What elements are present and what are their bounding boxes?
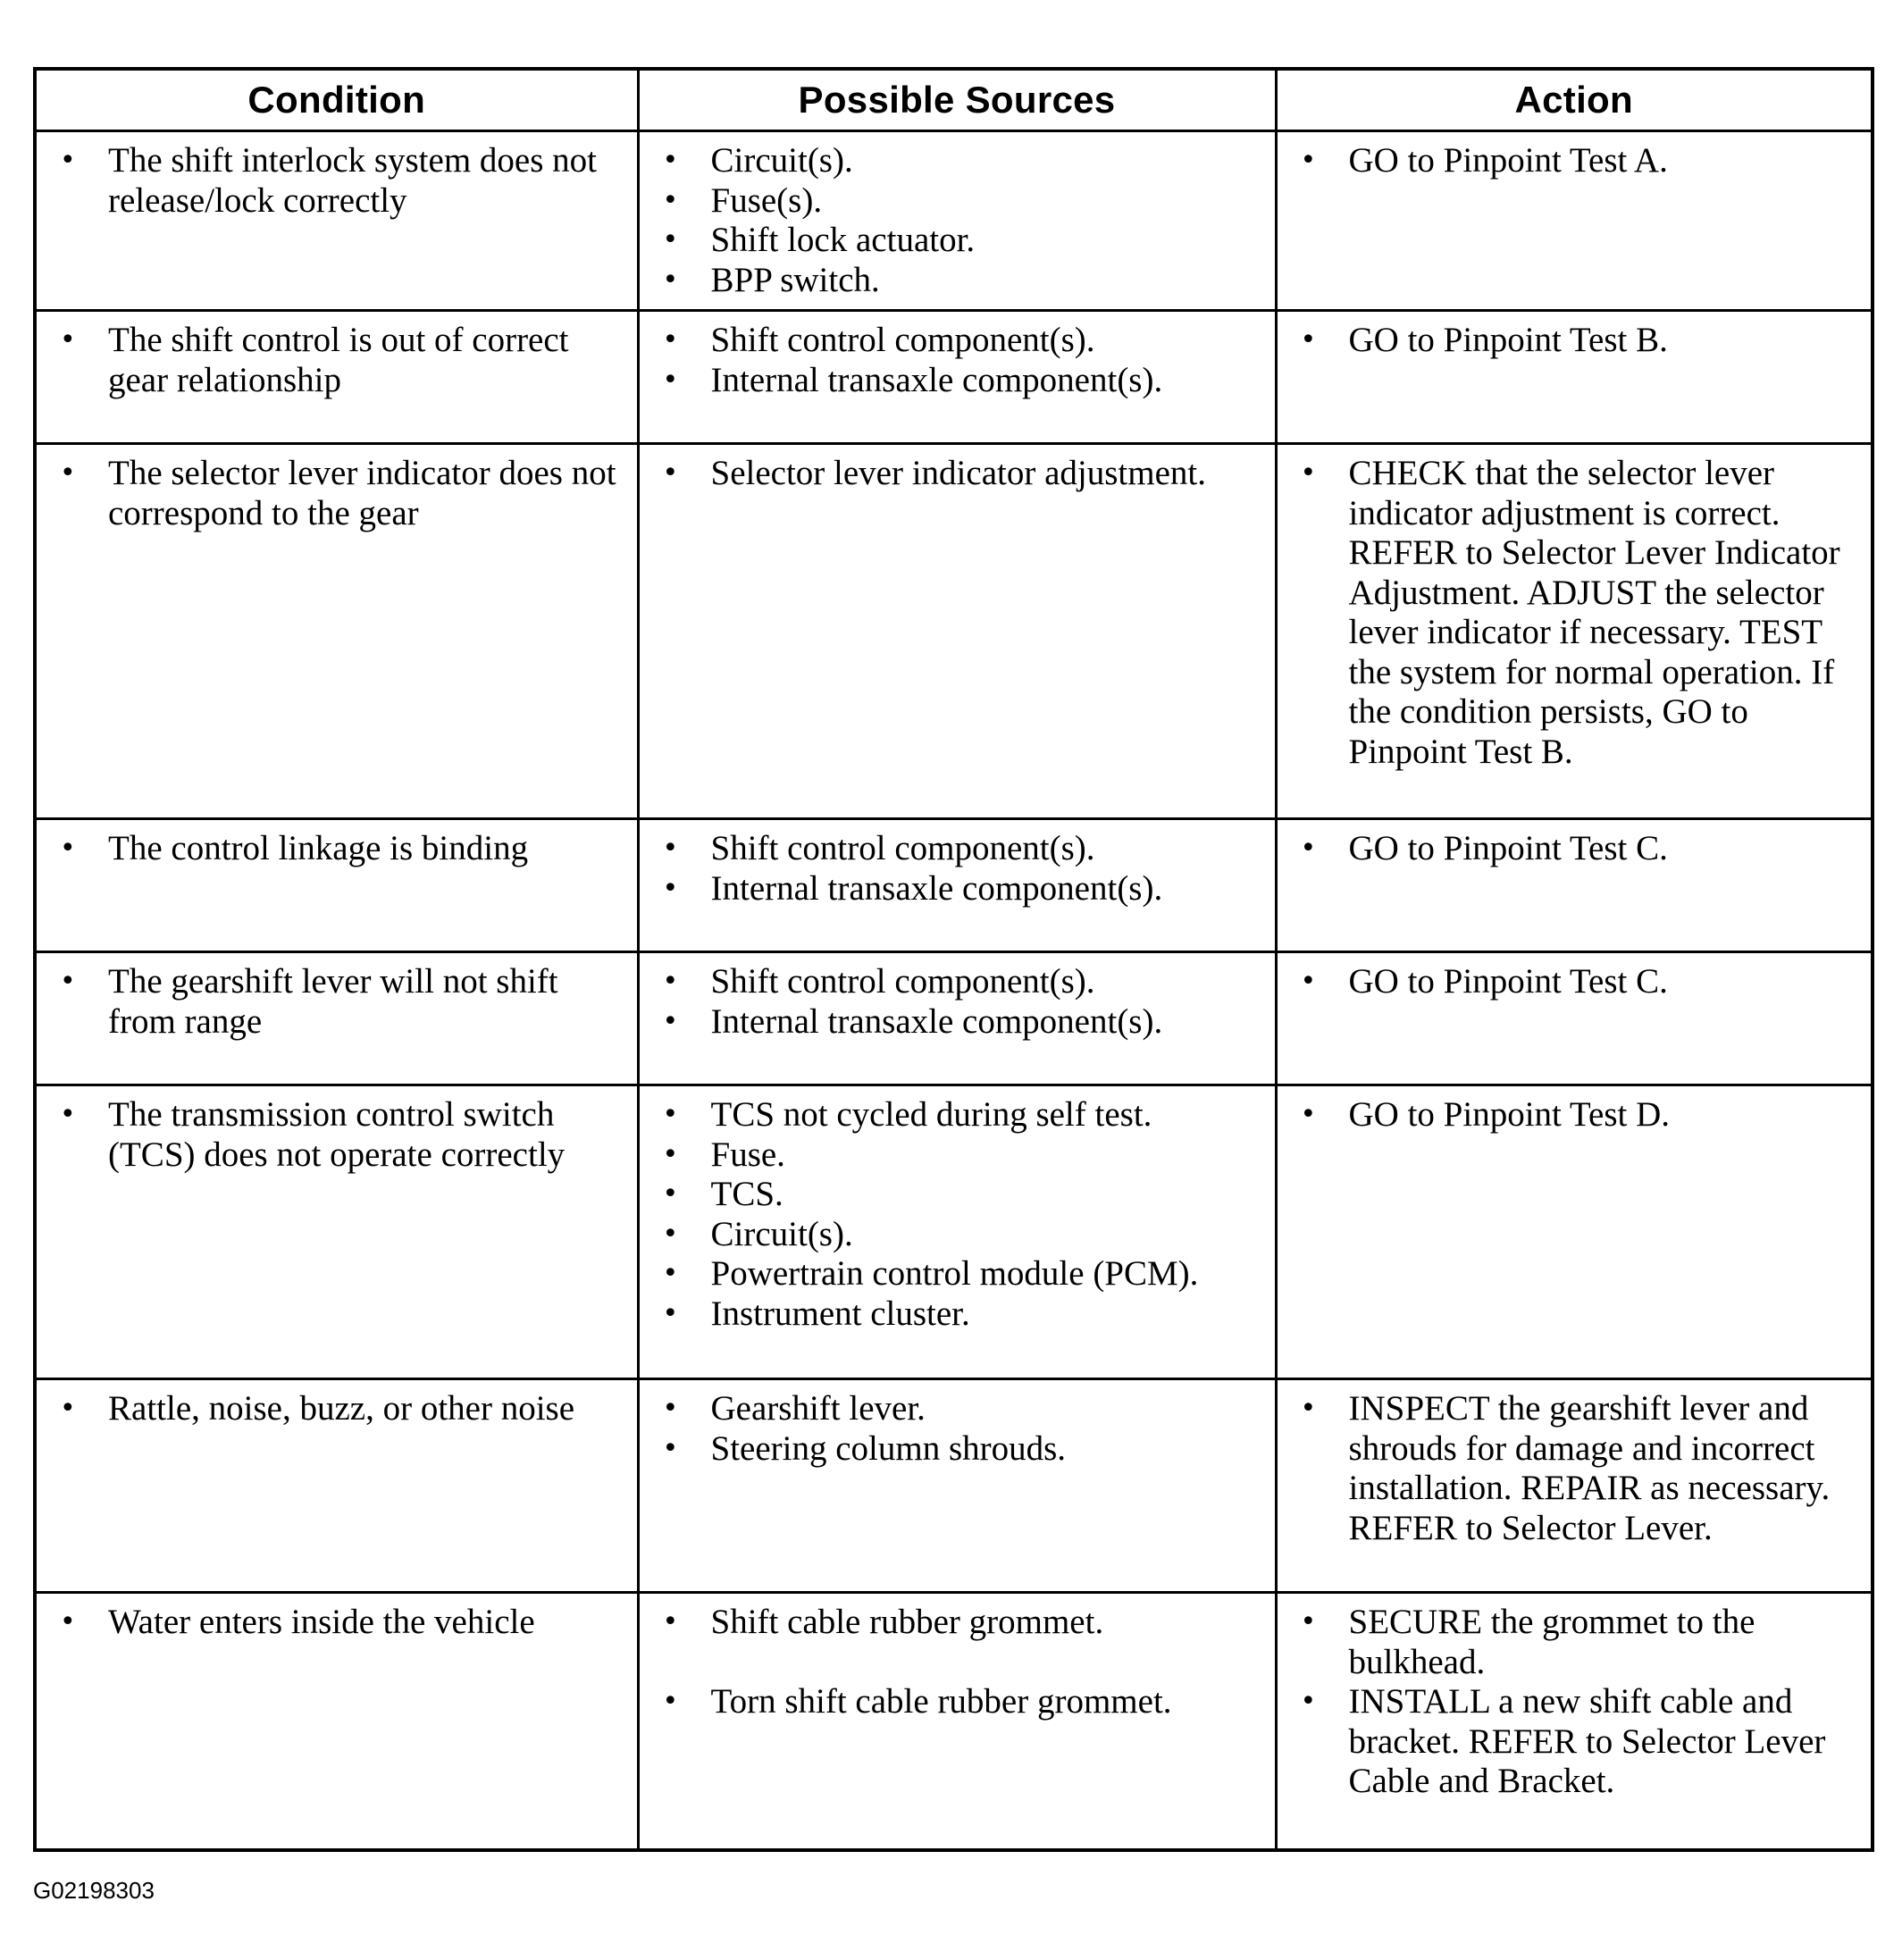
action-cell xyxy=(1276,131,1873,311)
bullet-icon: • xyxy=(60,324,76,356)
bullet-icon: • xyxy=(1300,1606,1317,1638)
action-cell xyxy=(1276,444,1873,819)
bullet-icon: • xyxy=(60,966,76,997)
item-text: The shift control is out of correct gear relationship xyxy=(108,321,569,399)
bullet-icon: • xyxy=(662,1138,679,1170)
bullet-icon: • xyxy=(662,1393,679,1424)
table-row xyxy=(35,444,1873,819)
table-row xyxy=(35,131,1873,311)
sources-cell xyxy=(638,952,1276,1085)
table-row xyxy=(35,1085,1873,1379)
condition-list xyxy=(51,962,626,1042)
bullet-icon: • xyxy=(662,145,679,176)
item-text: Internal transaxle component(s). xyxy=(710,360,1163,399)
list-item xyxy=(654,1175,1264,1215)
item-text: Gearshift lever. xyxy=(710,1389,926,1428)
sources-cell xyxy=(638,1379,1276,1593)
bullet-icon: • xyxy=(662,966,679,997)
header-row xyxy=(35,69,1873,131)
table-row xyxy=(35,1593,1873,1850)
list-item xyxy=(51,321,626,400)
list-item xyxy=(51,141,626,221)
bullet-icon: • xyxy=(1300,833,1317,864)
sources-cell xyxy=(638,819,1276,952)
bullet-icon: • xyxy=(1300,145,1317,176)
list-item xyxy=(51,1603,626,1643)
table-row xyxy=(35,952,1873,1085)
condition-list xyxy=(51,1095,626,1175)
item-text: Circuit(s). xyxy=(710,141,853,180)
sources-list xyxy=(654,321,1264,400)
bullet-icon: • xyxy=(662,324,679,356)
sources-cell xyxy=(638,131,1276,311)
item-text: INSTALL a new shift cable and bracket. REFER to Selector Lever Cable and Bracket. xyxy=(1348,1682,1826,1800)
sources-list xyxy=(654,1095,1264,1334)
bullet-icon: • xyxy=(662,1297,679,1329)
list-item xyxy=(654,1215,1264,1255)
list-item xyxy=(51,454,626,533)
table-row xyxy=(35,819,1873,952)
sources-list xyxy=(654,1389,1264,1469)
item-text: Steering column shrouds. xyxy=(710,1428,1067,1468)
bullet-icon: • xyxy=(1300,457,1317,489)
sources-list xyxy=(654,1603,1264,1721)
action-list xyxy=(1292,1095,1861,1135)
item-text: GO to Pinpoint Test D. xyxy=(1348,1095,1670,1134)
bullet-icon: • xyxy=(1300,1393,1317,1424)
bullet-icon: • xyxy=(662,1218,679,1250)
list-item xyxy=(654,1095,1264,1135)
action-list xyxy=(1292,962,1861,1002)
item-text: CHECK that the selector lever indicator adjustment is correct. REFER to Selector Lever Indicator Adjustment. ADJUST the selector lever indicator if necessary. TEST the system for normal operation. If the condition persists, GO to Pinpoint Test B. xyxy=(1348,454,1840,771)
bullet-icon: • xyxy=(1300,1099,1317,1130)
bullet-icon: • xyxy=(662,1258,679,1289)
action-cell xyxy=(1276,1085,1873,1379)
list-item xyxy=(1292,1682,1861,1802)
condition-list xyxy=(51,454,626,533)
bullet-icon: • xyxy=(662,833,679,864)
sources-cell xyxy=(638,311,1276,444)
list-item xyxy=(51,962,626,1042)
action-list xyxy=(1292,829,1861,869)
header-action: Action xyxy=(1276,69,1873,131)
list-item xyxy=(1292,1095,1861,1135)
bullet-icon: • xyxy=(1300,324,1317,356)
symptom-chart-table xyxy=(33,67,1874,1852)
item-text: The selector lever indicator does not correspond to the gear xyxy=(108,454,616,532)
condition-list xyxy=(51,141,626,221)
table-row xyxy=(35,311,1873,444)
list-item xyxy=(1292,141,1861,181)
bullet-icon: • xyxy=(60,457,76,489)
figure-id: G02198303 xyxy=(33,1877,155,1904)
list-item xyxy=(654,361,1264,401)
condition-cell xyxy=(35,444,638,819)
item-text: The transmission control switch (TCS) does not operate correctly xyxy=(108,1095,566,1174)
sources-cell xyxy=(638,1085,1276,1379)
bullet-icon: • xyxy=(662,1005,679,1037)
bullet-icon: • xyxy=(662,224,679,255)
action-list xyxy=(1292,141,1861,181)
item-text: Selector lever indicator adjustment. xyxy=(710,454,1206,492)
list-item xyxy=(1292,454,1861,772)
bullet-icon: • xyxy=(1300,1686,1317,1717)
table-row xyxy=(35,1379,1873,1593)
list-item xyxy=(654,321,1264,361)
action-cell xyxy=(1276,311,1873,444)
bullet-icon: • xyxy=(662,364,679,396)
list-item xyxy=(654,869,1264,909)
item-text: The control linkage is binding xyxy=(108,829,529,867)
bullet-icon: • xyxy=(662,1099,679,1130)
list-item xyxy=(654,1429,1264,1470)
list-item xyxy=(1292,1603,1861,1682)
list-item xyxy=(1292,1389,1861,1548)
list-item xyxy=(654,454,1264,494)
list-item xyxy=(51,1095,626,1175)
list-item xyxy=(1292,321,1861,361)
condition-cell xyxy=(35,1085,638,1379)
item-text: INSPECT the gearshift lever and shrouds for damage and incorrect installation. REPAIR as necessary. REFER to Selector Lever. xyxy=(1348,1389,1831,1547)
action-cell xyxy=(1276,1593,1873,1850)
list-item xyxy=(654,1389,1264,1429)
sources-cell xyxy=(638,444,1276,819)
action-list xyxy=(1292,321,1861,361)
item-text: Powertrain control module (PCM). xyxy=(710,1254,1199,1293)
list-item xyxy=(1292,962,1861,1002)
condition-cell xyxy=(35,1593,638,1850)
condition-cell xyxy=(35,1379,638,1593)
diagnosis-table-container xyxy=(33,67,1871,1852)
list-item xyxy=(654,962,1264,1002)
action-list xyxy=(1292,454,1861,772)
condition-list xyxy=(51,829,626,869)
item-text: Internal transaxle component(s). xyxy=(710,1001,1163,1041)
item-text: The shift interlock system does not release/lock correctly xyxy=(108,141,597,220)
item-text: Rattle, noise, buzz, or other noise xyxy=(108,1389,575,1428)
bullet-icon: • xyxy=(662,184,679,216)
condition-list xyxy=(51,1603,626,1643)
item-text: Internal transaxle component(s). xyxy=(710,868,1163,908)
condition-cell xyxy=(35,131,638,311)
action-cell xyxy=(1276,1379,1873,1593)
header-possible-sources: Possible Sources xyxy=(638,69,1276,131)
condition-list xyxy=(51,1389,626,1429)
item-text: TCS. xyxy=(710,1175,783,1213)
condition-cell xyxy=(35,952,638,1085)
sources-list xyxy=(654,141,1264,300)
list-item xyxy=(51,829,626,869)
item-text: SECURE the grommet to the bulkhead. xyxy=(1348,1603,1755,1681)
list-item xyxy=(654,1603,1264,1643)
sources-list xyxy=(654,829,1264,909)
item-text: BPP switch. xyxy=(710,260,880,299)
item-text: Shift cable rubber grommet. xyxy=(710,1603,1104,1641)
condition-list xyxy=(51,321,626,400)
list-item xyxy=(654,829,1264,869)
sources-cell xyxy=(638,1593,1276,1850)
bullet-icon: • xyxy=(60,1099,76,1130)
list-item xyxy=(654,141,1264,181)
bullet-icon: • xyxy=(662,872,679,904)
item-text: Shift lock actuator. xyxy=(710,221,976,259)
list-item xyxy=(654,261,1264,301)
list-item xyxy=(654,1254,1264,1294)
item-text: Water enters inside the vehicle xyxy=(108,1603,535,1641)
action-cell xyxy=(1276,952,1873,1085)
bullet-icon: • xyxy=(60,833,76,864)
bullet-icon: • xyxy=(662,1606,679,1638)
condition-cell xyxy=(35,311,638,444)
list-item xyxy=(51,1389,626,1429)
item-text: Shift control component(s). xyxy=(710,321,1095,359)
list-item xyxy=(654,1294,1264,1335)
item-text: Torn shift cable rubber grommet. xyxy=(710,1681,1172,1721)
bullet-icon: • xyxy=(60,1393,76,1424)
bullet-icon: • xyxy=(662,1432,679,1464)
sources-list xyxy=(654,962,1264,1042)
bullet-icon: • xyxy=(662,264,679,296)
item-text: GO to Pinpoint Test B. xyxy=(1348,321,1668,359)
list-item xyxy=(654,221,1264,261)
item-text: Fuse. xyxy=(710,1135,785,1174)
item-text: Circuit(s). xyxy=(710,1214,853,1253)
item-text: TCS not cycled during self test. xyxy=(710,1095,1152,1134)
list-item xyxy=(654,181,1264,222)
list-item xyxy=(1292,829,1861,869)
item-text: Shift control component(s). xyxy=(710,962,1095,1001)
bullet-icon: • xyxy=(60,1606,76,1638)
bullet-icon: • xyxy=(662,1178,679,1210)
item-text: GO to Pinpoint Test A. xyxy=(1348,141,1668,180)
item-text: Shift control component(s). xyxy=(710,829,1095,867)
list-item xyxy=(654,1135,1264,1176)
action-list xyxy=(1292,1603,1861,1802)
action-cell xyxy=(1276,819,1873,952)
list-item xyxy=(654,1002,1264,1043)
item-text: Instrument cluster. xyxy=(710,1294,970,1333)
bullet-icon: • xyxy=(1300,966,1317,997)
item-text: Fuse(s). xyxy=(710,180,823,220)
condition-cell xyxy=(35,819,638,952)
bullet-icon: • xyxy=(662,1685,679,1717)
sources-list xyxy=(654,454,1264,494)
header-condition: Condition xyxy=(35,69,638,131)
table-body xyxy=(35,131,1873,1850)
bullet-icon: • xyxy=(662,457,679,489)
item-text: GO to Pinpoint Test C. xyxy=(1348,829,1668,867)
item-text: GO to Pinpoint Test C. xyxy=(1348,962,1668,1001)
item-text: The gearshift lever will not shift from range xyxy=(108,962,558,1041)
bullet-icon: • xyxy=(60,145,76,176)
list-item xyxy=(654,1682,1264,1722)
action-list xyxy=(1292,1389,1861,1548)
